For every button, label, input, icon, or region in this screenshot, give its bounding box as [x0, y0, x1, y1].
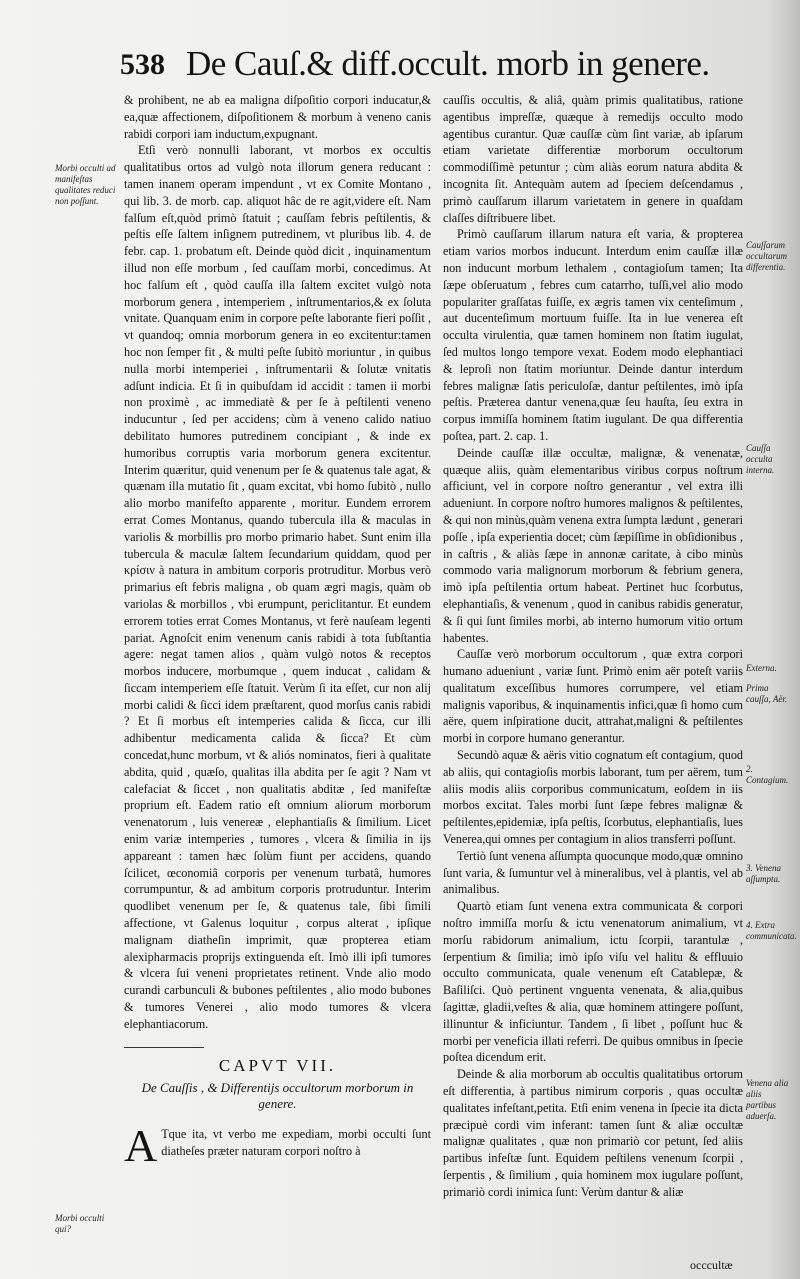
margin-note: 3. Venena aſſumpta. [746, 863, 781, 884]
paragraph: Secundò aquæ & aëris vitio cognatum eſt contagium, quod ab aliis, qui contagioſis morbis laborant, tum per aërem, tum aliis modis aliis corporibus communicatum, eoſdem in iis morbos excitat. Tales morbi ſunt ſæpe febres malignæ & peſtilentes,epidemiæ, ipſa peſtis, ſcorbutus, elephantiaſis, lues Venerea,qui omnes per contagium in alios transferri poſſunt. [443, 748, 744, 847]
margin-note: 2. Contagium. [746, 764, 789, 785]
margin-note: 4. Extra communicata. [746, 920, 797, 941]
paragraph: Etſi verò nonnulli laborant, vt morbos ex occultis qualitatibus ortos ad vulgò nota illorum genera reducant : tamen inanem operam impendunt , vt ex Comite Montano , qui lib. 3. de morb. cap. aliquot hâc de re agit,videre eſt. Nam falſum eſt,quòd primò ſtatuit ; cauſſam febris peſtilentis, & peſtis eſſe ſaltem inſignem putredinem, vt pluribus lib. 4. de febr. cap. 1. probatum eſt. Deinde quòd dicit , inquinamentum illud non eſſe morbum , ſed cauſſam morbi, concedimus. At hoc falſum eſt , quòd cauſſa illa ſaltem excitet vulgò nota morborum genera , intemperiem , inſtrumentarios,& ex ſoluta vnitate. Quanquam enim in corpore peſte laborante fieri poſſit , vt quandoq; omnia morborum genera in eo excitentur:tamen hoc non ſemper fit , & multi peſte ſubitò moriuntur , in quibus nulla morbi intemperiei , inſtrumentarii & ſolutæ vnitatis adſunt indicia. Et ſi in quibuſdam id accidit : tamen ii morbi non proximè , ac immediatè & per ſe à peſtilenti veneno inducuntur , ſed per accidens; cùm à veneno calido natiuo debilitato humores putredinem concipiant , & inde ex humoribus corruptis varia morborum genera excitentur. Interim quæritur, quid venenum per ſe & quatenus tale agat, & quænam illa mutatio ſit , quam excitat, vbi homo ſubitò , nullo alio morbo manifeſto apparente , moritur. Eundem errorem errat Comes Montanus, quando tubercula illa & maculas in variolis & morbillis pro morbo primario habet. Sunt enim illa tubercula & maculæ ſaltem ſecundarium quiddam, quod per κρίσιν à natura in ambitum corporis protruditur. Morbus verò primarius eſt febris maligna , ob quam ægri magis, quàm ob variolas & morbillos , vbi erumpunt, periclitantur. Et eundem errorem toties errat Comes Montanus, vt ferè nauſeam legenti pariat. Agnoſcit enim venenum canis rabidi à tota ſubſtantia agere: negat tamen alios , quàm vulgò notos & receptos morbos inducere, morbumque , quem inducat , calidam & ſiccam intemperiem eſſe ſtatuit. Verùm ſi ita eſſet, cur non alij morbi calidi & ſicci idem præſtarent, quod morſus canis rabidi ? Et ſi morbus eſt intemperies calida & ſicca, cur illi adhibentur medicamenta calida & ſicca? Et cùm concedat,hunc morbum, vt & aliós nominatos, fieri à qualitate abdita, quid , quæſo, qualitas illa abdita per ſe agit ? Nam vt calefaciat & ſiccet , non qualitatis abditæ , ſed manifeſtæ proprium eſt. Eadem ratio eſt omnium aliorum morborum venenatorum , luis venereæ , elephantiaſis & ſimilium. Licet enim variæ intemperies , tumores , vlcera & ſimilia in ijs appareant : tamen hæc ſolùm fiunt per accidens, quando ſcilicet, œconomiâ corporis per venenum turbatâ, humores corrumpuntur, & ad ambitum corporis protruduntur. Interim quodlibet venenum per ſe, & quatenus tale, ſibi ſimili affectione, vt Galenus loquitur , corpus alterat , ipſique malignam diatheſin imprimit, quæ propterea etiam alexipharmacis proprijs extinguenda eſt. Imò illi ipſi tumores & vlcera ſui veneni proprietates retinent. Vnde alio modo curandi carbunculi & bubones peſtilentes , alio modo bubones & tumores Venerei , alio modo tumores & vlcera elephantiacorum. [124, 143, 431, 1031]
margin-note: Cauſſarum occultarum differentia. [746, 240, 787, 272]
page-number: 538 [120, 48, 165, 81]
chapter-subtitle: De Cauſſis , & Differentijs occultorum morborum in genere. [141, 1080, 414, 1112]
paragraph: Deinde & alia morborum ab occultis qualitatibus ortorum eſt differentia, à partibus nimirum corporis , quas occultæ qualitates infeſtant,petita. Etſi enim venena in ſpecie ita dicta præcipuè cordi vim inferant: tamen ſunt & aliæ occultæ malignæ qualitates , quæ non primariò cor petunt, ſed aliis partibus infeſtæ ſunt. Equidem peſtilens venenum ſcorpii , ſerpentis , & ſimilium , quia hominem mox iugulare poſſunt, primariò cordi inimica ſunt: Verùm dantur & aliæ [443, 1067, 743, 1199]
margin-note: Externa. [746, 663, 777, 673]
paragraph: Primò cauſſarum illarum natura eſt varia, & propterea etiam varios morbos inducunt. Interdum enim cauſſæ illæ non inducunt morbum lethalem , contagioſum tamen; Ita ſæpe obſeruatum , febres cum catarrho, tuſſi,vel alio modo populariter graſſatas fuiſſe, ex ægris tamen vix centeſimum , aut ducenteſimum mortuum fuiſſe. Ita in lue venerea eſt occulta virulentia, quæ tamen hominem non ſtatim iugulat, ſed multos longo tempore vexat. Eodem modo elephantiaci & leproſi non ſtatim moriuntur. Deinde dantur interdum febres malignæ ſatis periculoſæ, dantur peſtilentes, imò ipſa peſtis. Præterea dantur venena,quæ ſeu hauſta, ſeu extra in corpus immiſſa hominem ſtatim iugulant. De qua differentia poſtea, part. 2. cap. 1. [443, 227, 743, 443]
paragraph: Cauſſæ verò morborum occultorum , quæ extra corpori humano adueniunt , variæ ſunt. Primò enim aër poteſt variis qualitatum exceſſibus humores corrumpere, vel etiam malignis vaporibus, & inquinamentis infici,quæ ſi homo cum aëre, quem inſpiratione ducit, attrahat,maligni & peſtilentes morbi in corpore humano generantur. [443, 647, 743, 746]
right-column [443, 92, 743, 1201]
drop-cap: A [124, 1120, 158, 1172]
page-header [120, 44, 770, 90]
paragraph: Tertiò ſunt venena aſſumpta quocunque modo,quæ omnino ſunt varia, & ſumuntur vel à mineralibus, vel à plantis, vel ab animalibus. [443, 848, 743, 897]
paragraph: Deinde cauſſæ illæ occultæ, malignæ, & venenatæ, quæque aliis, quàm elementaribus viribus corpus noſtrum afficiunt, vel in corpore noſtro generantur , vel extra illi adueniunt. In corpore noſtro humores malignos & peſtilentes, & qui non minùs,quàm venena extra ſumpta lædunt , generari poſſe , ipſa experientia docet; cùm ſæpiſſime in obſidionibus , in caſtris , & aliàs ſæpe in annonæ caritate, à cibo minùs commodo varia malignorum morborum & febrium genera, imò ipſa peſtilentia ortum habeat. Pertinet huc ſcorbutus, elephantiaſis, & venenum , quod in canibus rabidis generatur, & ſi qui ſunt ſimiles morbi, ab interno humorum vitio ortum habentes. [443, 445, 743, 645]
chapter-title: CAPVT VII. [218, 1055, 337, 1075]
margin-note: Prima cauſſa, Aër. [746, 683, 788, 704]
margin-note: Cauſſa occulta interna. [746, 443, 775, 475]
margin-note: Morbi occulti ad manifeſtas qualitates reduci non poſſunt. [55, 163, 116, 206]
margin-note: Venena alia aliis partibus aduerſa. [746, 1078, 789, 1121]
chapter-opening-text: Tque ita, vt verbo me expediam, morbi occulti ſunt diatheſes præter naturam corpori noſtro à [161, 1127, 431, 1159]
margin-note: Morbi occulti qui? [55, 1213, 105, 1234]
left-column [124, 92, 431, 1172]
paragraph: & prohibent, ne ab ea maligna diſpoſitio corpori inducatur,& ea,quæ affectionem, diſpoſitionem & morbum à veneno canis rabidi corpori iam inductum,expugnant. [124, 93, 431, 141]
chapter-opening [124, 1120, 431, 1172]
catchword: occcultæ [690, 1258, 733, 1272]
running-head: De Cauſ.& diff.occult. morb in genere. [186, 44, 710, 83]
chapter-rule [124, 1047, 204, 1048]
paragraph: cauſſis occultis, & aliâ, quàm primis qualitatibus, ratione agentibus impreſſæ, quæque à remedijs occulto modo agentibus curantur. Quæ cauſſæ cùm ſint variæ, ab ipſarum etiam varietate differentiæ morborum occultorum commodiſſimè petuntur ; cùm aliàs eorum natura abdita & incognita ſit. Antequàm autem ad ſpeciem deſcendamus , primò cauſſarum illarum varietatem in genere in quaſdam claſſes diſtribuere libet. [443, 93, 743, 225]
paragraph: Quartò etiam ſunt venena extra communicata & corpori noſtro immiſſa morſu & ictu venenatorum animalium, vt morſu rabidorum animalium, ictu ſcorpii, tarantulæ , ſerpentium & ſimilia; imò ipſo viſu vel halitu & effluuio occulto communicata, quale venenum eſt Catablepæ, & Baſiliſci. Quò pertinent vnguenta venenata, & alia,quibus ſagittæ, gladii,veſtes & alia, quæ hominem attingere poſſunt, illinuntur & inficiuntur. Tandem , ſi libet , poſſunt huc & morbi per veneficia illati referri. De quibus omnibus in ſpecie poſtea dicendum erit. [443, 899, 743, 1065]
